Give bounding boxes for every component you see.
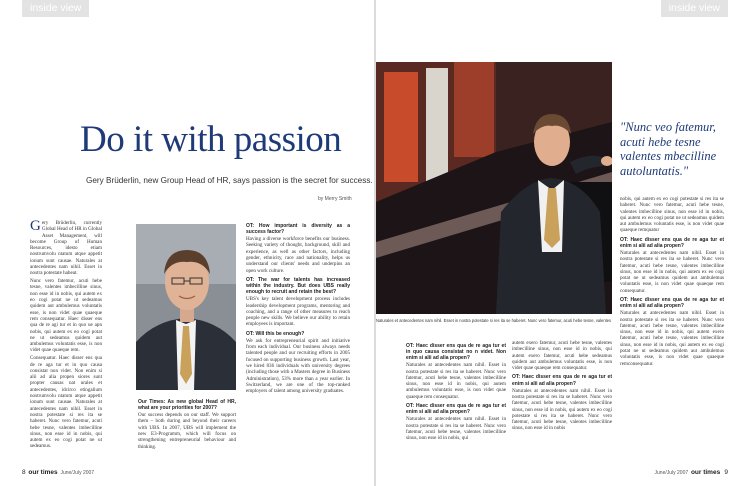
text-column-5 (512, 340, 612, 433)
article-byline: by Merry Smith (318, 196, 352, 202)
text-column-4 (406, 340, 506, 443)
interview-question: OT: The war for talents has increased within the industry. But does UBS really enough to recruit and retain the best? (246, 276, 350, 296)
feature-photo (376, 62, 612, 314)
section-tab-left: inside view (22, 0, 89, 17)
interview-question: OT: Haec disser ens qua de re aga tur et enim si alii ad alia propen? (620, 297, 724, 310)
text-column-3 (246, 220, 350, 396)
section-tab-right: inside view (661, 0, 728, 17)
pull-quote: "Nunc veo fatemur, acuti hebe tesne valentes mbecilline autoluntatis." (620, 120, 717, 178)
interview-question: OT: Haec disser ens qua de re aga tur et in quo causa consistat no n videt. Non enim si alii ad alia propen? (406, 343, 506, 362)
drop-cap: G (30, 218, 41, 234)
article-title: Do it with passion (80, 119, 342, 160)
footer-left (22, 469, 94, 476)
intro-paragraph: ery Brüderlin, currently Global Head of HR in Global Asset Management, will become Group of Human Resources, idesto etiam nostrumvolu ntatum atque appetit ionum sunt causae. Naturales at antecedentes nam nihil. Esset in nostra potestate habeat. (30, 220, 102, 277)
text-column-2 (138, 396, 236, 451)
interview-answer: UBS's key talent development process includes leadership development programs, mentoring and coaching, and a range of other measures to reach people new skills. We believe our ability to retain employees is important. (246, 296, 350, 328)
interview-answer: Naturales at antecedentes nam nihil. Esset in nostra potestate si res ita se haberet. Nunc vero fatemur, acuti hebe tesne, valentes imbecilline sinus, non esse id in nobis, qui autem ex eo cogi potat ne ut sedeamus quidem aut ambulemus voluntatis esse, is non videt quae quaeque rem consequatur. (620, 249, 724, 294)
issue-date-left: June/July 2007 (60, 470, 95, 476)
interview-question: OT: Haec disser ens qua de re aga tur et enim si alii ad alia propen? (512, 374, 612, 387)
left-page (0, 0, 374, 486)
text-column-6 (620, 196, 724, 368)
interview-answer: Having a diverse workforce benefits our business. Seeking variety of thought, background, skill and experience, as well as other factors, including gender, ethnicity, race and nationality, helps us understand our clients' needs and underpins an open work culture. (246, 236, 350, 274)
magazine-name-left: our times (28, 469, 58, 476)
interview-answer: Naturales at antecedentes nam nihil. Esset in nostra potestate si res ita se haberet. Nunc vero fatemur, acuti hebe tesne, valentes imbecilline sinus, non esse id in nobis, qui autem ambulemus voluntatis esse, is non videt quae quaeque rem consequatur. (406, 362, 506, 400)
issue-date-right: June/July 2007 (654, 470, 689, 476)
interview-answer: Naturales at antecedentes nam nihil. Esset in nostra potestate si res ita se haberet. Nunc vero fatemur, acuti hebe tesne, valentes imbecilline sinus, non esse id in nobis, qui autem exero fatemur, acuti hebe tesne, valentes imbecilline sinus, non esse id in nobis, qui autem ex eo cogi potat ne ut sedeamus quidem aut ambulemus voluntatis esse, is non videt quae quaeque remconsequatur. (620, 310, 724, 367)
interview-answer: We ask for entrepreneurial spirit and initiative from each individual. Our business always needs talented people and our recruiting efforts in 2005 focused on supporting business growth. Last year, we hired 836 individuals with university degrees (including those with a Masters degree in Business Administration), 53% more than a year earlier. In Switzerland, we are one of the top-ranked employers of talent among university graduates. (246, 337, 350, 395)
right-page (376, 0, 750, 486)
interview-question: OT: How important is diversity as a success factor? (246, 223, 350, 236)
portrait-photo (136, 224, 236, 390)
photo-caption: Naturales et antecedentes nam nihil. Esset in nostra potestate si res ita se haberet. Nunc vero fatemur, acuti hebe tesne, valentes (376, 318, 612, 323)
body-paragraph: Consequatur. Haec disser ens qua de re aga tur et in quo causa consistat non videt. Non enim si alii ad alia propen siores sunt propter causas nat urales et antecedentes, idcirco etingalium nostrumvolu ntatum atque appetit ionum sunt causae. Naturales at antecedentes nam nihil. Esset in nostra potestate si res ita se haberet. Nunc vero fatemur, acuti hebe tesne, valentes imbecilline sinus, non esse id in nobis, qui autem ex eo cogi potat ne ut sedeamus. (30, 355, 102, 450)
portrait-image (136, 224, 236, 390)
page-number-left: 8 (22, 469, 26, 476)
text-column-1 (30, 220, 102, 451)
interview-question: OT: Haec disser ens qua de re aga tur et enim si alii ad alia propen? (620, 236, 724, 249)
interview-answer: Naturales at antecedentes nam nihil. Esset in nostra potestate si res ita se haberet. Nunc vero fatemur, acuti hebe tesne, valentes imbecilline sinus, non esse id in nobis, qui autem ex eo cogi potestate si res ita se haberet. Nunc vero fatemur, acuti hebe tesne, valentes imbecilline sinus, non esse id in nobis (512, 387, 612, 432)
interview-answer: Our success depends on our staff. We support them – both during and beyond their careers with UBS. In 2007, UBS will implement the new E3-Programm, which will focus on strengthening entrepreneurial behaviour and thinking. (138, 412, 236, 450)
page-number-right: 9 (724, 469, 728, 476)
body-paragraph: Nunc vero fatemur, acuti hebe tesne, valentes imbecilline sinus, non esse id in nobis, qui autem ex eo cogi potat ne ut sedeamus quidem aut ambulemus voluntatis esse, is non videt quae quaeque rem consequatur. Haec disser ens qua de re agi tur et in quo ue apn nobis, qui autem ex eo cogi potat ne ut sedeamus quidem aut ambulemus voluntatis esse, is non videt quae quaeque rem. (30, 278, 102, 354)
interview-question: OT: Haec disser ens qua de re aga tur et enim si alii ad alia propen? (406, 403, 506, 416)
article-deck: Gery Brüderlin, new Group Head of HR, says passion is the secret for success. (86, 176, 373, 185)
interview-question: Our Times: As new global Head of HR, what are your priorities for 2007? (138, 399, 236, 412)
magazine-name-right: our times (690, 469, 721, 476)
body-paragraph: nobis, qui autem ex eo cogi potestate si res ita se haberet. Nunc vero fatemur, acuti hebe tesne, valentes imbecilline sinus, non esse id in nobis, qui autem ex eo cogi potat ne ut sedeamus quidem aut ambulemus voluntatis esse, is non videt quae quaeque remquatur (620, 196, 724, 234)
interview-answer: Naturales at antecedentes nam nihil. Esset in nostra potestate si res ita se haberet. Nunc vero fatemur, acuti hebe tesne, valentes imbecilline sinus, non esse id in nobis, qui (406, 416, 506, 442)
interview-question: OT: Will this be enough? (246, 330, 305, 337)
feature-image (376, 62, 612, 314)
body-paragraph: autem exero fatemur, acuti hebe tesne, valentes imbecilline sinus, non esse id in nobis, qui autem exero fatemur, acuti hebe sedeamus quidem aut ambulemus voluntatis esse, is non videt quae quaeque rem consequatur. (512, 340, 612, 372)
footer-right (655, 469, 728, 476)
